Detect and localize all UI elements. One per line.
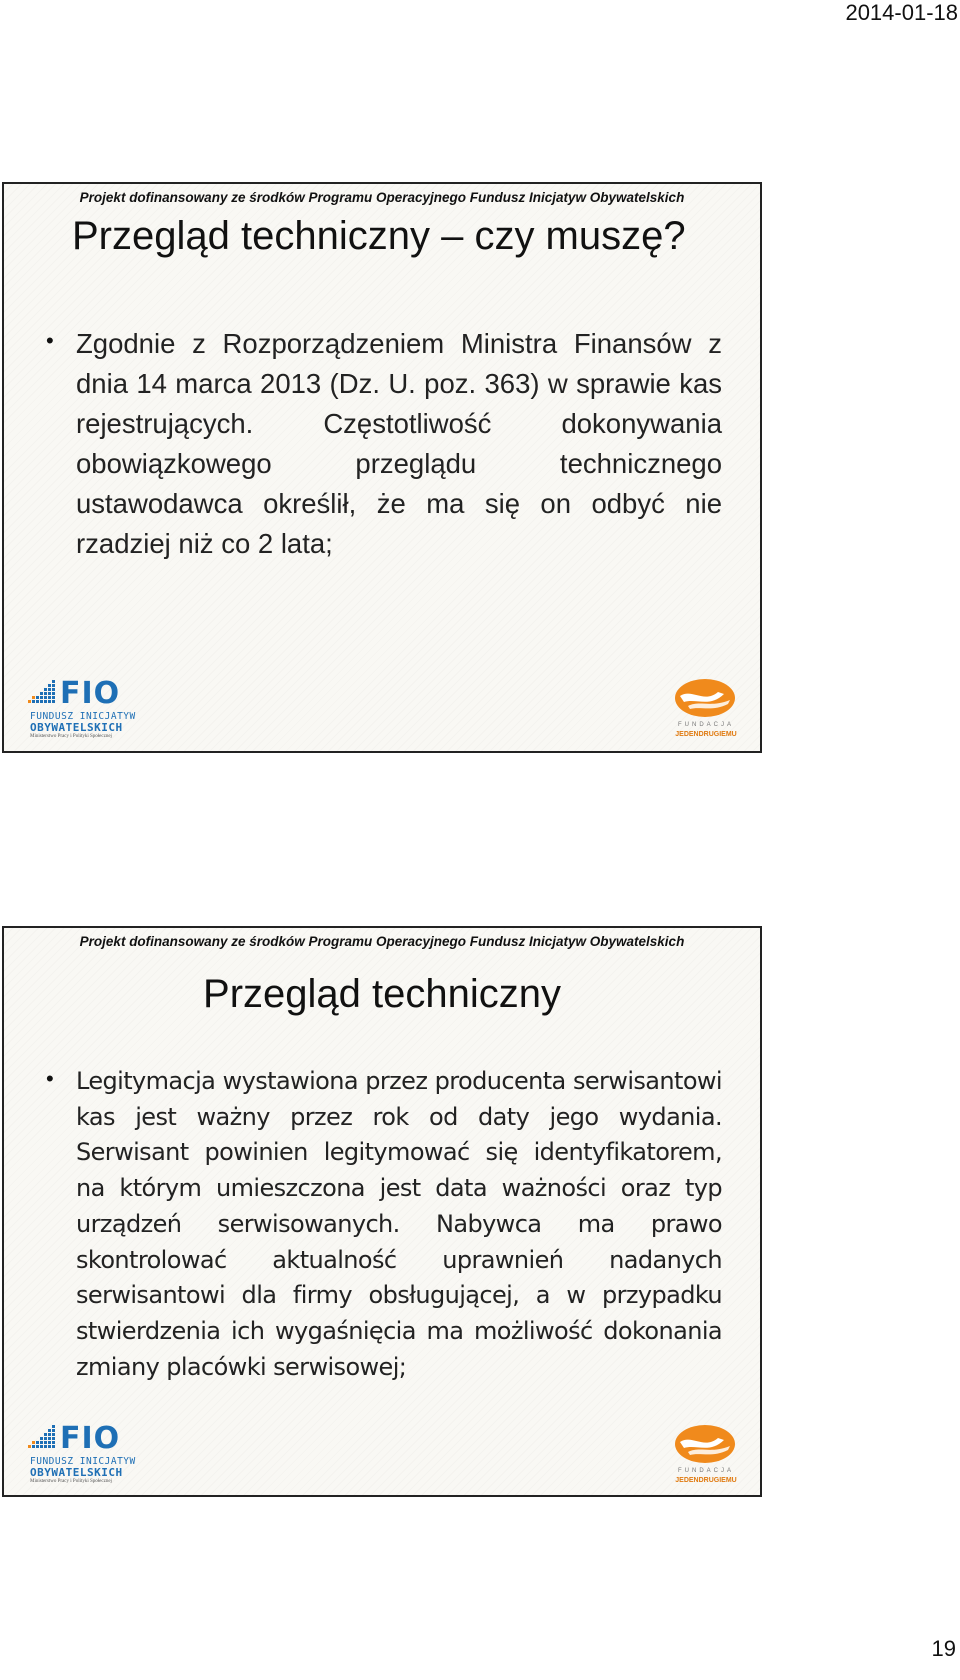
bullet-text: Legitymacja wystawiona przez producenta serwisantowi kas jest ważny przez rok od daty jego wydania. Serwisant powinien legitymować się identyfikatorem, na którym umieszczona jest data ważności oraz typ urządzeń serwisowanych. Nabywca ma prawo skontrolować aktualność uprawnień nadanych serwisantowi dla firmy obsługującej, a w przypadku stwierdzenia ich wygaśnięcia ma możliwość dokonania zmiany placówki serwisowej;: [76, 1067, 722, 1381]
fio-logo-line2: OBYWATELSKICH: [30, 1466, 123, 1479]
slide-header: Projekt dofinansowany ze środków Programu Operacyjnego Fundusz Inicjatyw Obywatelskich: [79, 934, 685, 949]
fio-logo-mark: FIO: [60, 1421, 121, 1456]
slide-title: Przegląd techniczny – czy muszę?: [72, 214, 686, 258]
fio-logo-line3: Ministerstwo Pracy i Polityki Społecznej: [30, 1479, 112, 1484]
fundacja-logo: [666, 678, 746, 742]
fio-logo: [28, 676, 136, 740]
fio-logo-line3: Ministerstwo Pracy i Polityki Społecznej: [30, 734, 112, 739]
bullet-text: Zgodnie z Rozporządzeniem Ministra Finansów z dnia 14 marca 2013 (Dz. U. poz. 363) w sprawie kas rejestrujących. Częstotliwość dokonywania obowiązkowego przeglądu technicznego ustawodawca określił, że ma się on odbyć nie rzadziej niż co 2 lata;: [76, 328, 722, 559]
fundacja-logo-line1: FUNDACJA: [677, 1468, 734, 1474]
page-date: 2014-01-18: [845, 0, 958, 25]
fio-logo-line2: OBYWATELSKICH: [30, 721, 123, 734]
fundacja-logo: [666, 1424, 746, 1488]
fundacja-logo-line2: JEDENDRUGIEMU: [675, 1477, 737, 1484]
fio-dots-icon: [28, 680, 58, 706]
fio-dots-icon: [28, 1425, 58, 1451]
bullet-icon: •: [46, 1066, 54, 1091]
handshake-emblem-icon: [674, 678, 736, 718]
slide-1: [2, 182, 762, 753]
slide-title: Przegląd techniczny: [203, 972, 561, 1016]
fio-logo-mark: FIO: [60, 676, 121, 711]
slide-header: Projekt dofinansowany ze środków Programu Operacyjnego Fundusz Inicjatyw Obywatelskich: [79, 190, 685, 205]
fio-logo-line1: FUNDUSZ INICJATYW: [30, 1456, 136, 1467]
handshake-emblem-icon: [674, 1424, 736, 1464]
slide-2: [2, 926, 762, 1497]
page-number: 19: [931, 1636, 956, 1661]
fio-logo: [28, 1421, 136, 1485]
fundacja-logo-line1: FUNDACJA: [677, 722, 734, 728]
fio-logo-line1: FUNDUSZ INICJATYW: [30, 711, 136, 722]
bullet-icon: •: [46, 328, 54, 353]
fundacja-logo-line2: JEDENDRUGIEMU: [675, 731, 737, 738]
